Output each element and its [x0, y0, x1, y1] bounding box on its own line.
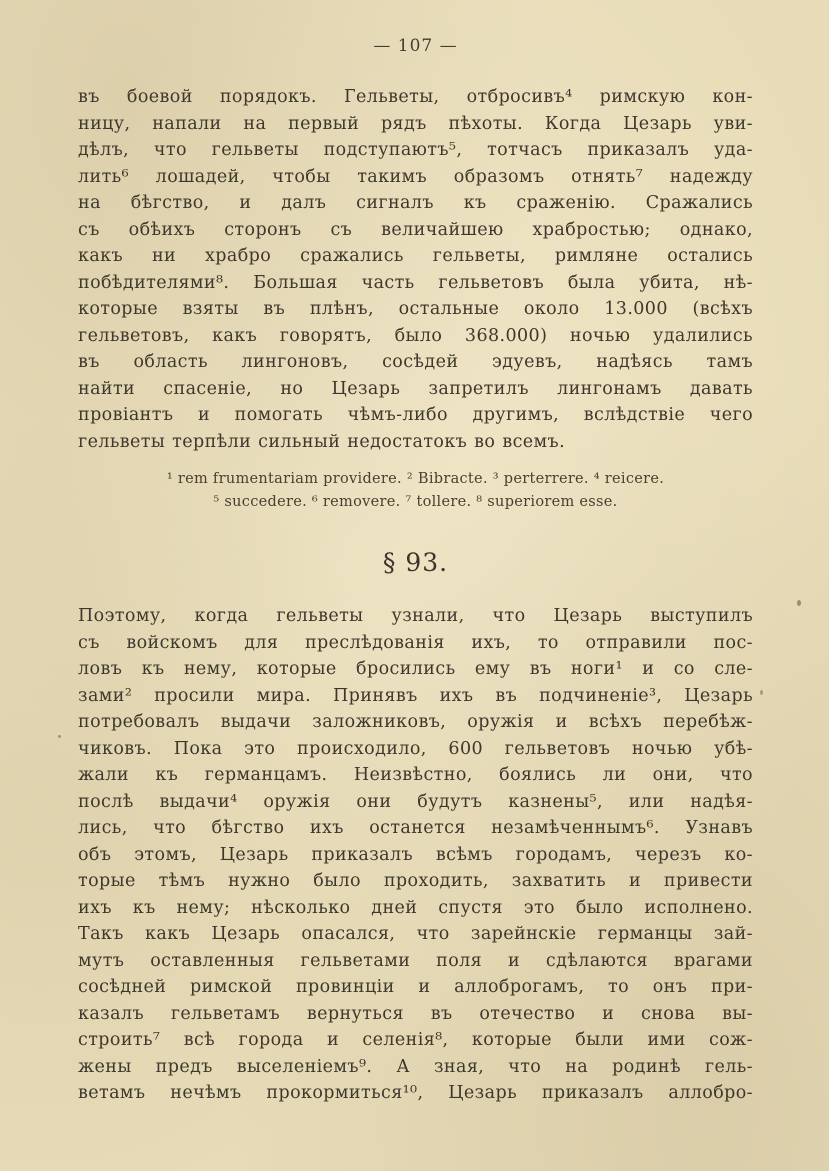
paragraph-1-line: найти спасеніе, но Цезарь запретилъ лингонамъ давать [78, 378, 753, 399]
paragraph-1-line: которые взяты въ плѣнъ, остальные около 13.000 (всѣхъ [78, 299, 753, 319]
scan-speck [760, 690, 763, 695]
paragraph-2 [78, 603, 753, 1107]
footnote-line: ⁵ succedere. ⁶ removere. ⁷ tollere. ⁸ superiorem esse. [213, 494, 618, 510]
paragraph-1-line: въ боевой порядокъ. Гельветы, отбросивъ⁴ римскую кон- [78, 87, 753, 107]
paragraph-2-line: съ войскомъ для преслѣдованія ихъ, то отправили пос- [78, 632, 753, 653]
paragraph-2-line: мутъ оставленныя гельветами поля и сдѣлаются врагами [78, 950, 753, 971]
paragraph-1-line: на бѣгство, и далъ сигналъ къ сраженію. Сражались [78, 193, 753, 213]
paragraph-2-line: потребовалъ выдачи заложниковъ, оружія и всѣхъ перебѣж- [78, 712, 753, 732]
section-heading: § 93. [382, 548, 449, 577]
paragraph-2-line: ловъ къ нему, которые бросились ему въ ноги¹ и со сле- [78, 659, 753, 679]
paragraph-1-line: гельветы терпѣли сильный недостатокъ во всемъ. [78, 431, 566, 452]
paragraph-1-line: дѣлъ, что гельветы подступаютъ⁵, тотчасъ приказалъ уда- [78, 140, 753, 160]
paragraph-2-line: послѣ выдачи⁴ оружія они будутъ казнены⁵, или надѣя- [78, 791, 753, 812]
paragraph-2-line: жены предъ выселеніемъ⁹. А зная, что на родинѣ гель- [78, 1056, 753, 1077]
paragraph-1-line: ницу, напали на первый рядъ пѣхоты. Когда Цезарь уви- [78, 113, 753, 134]
paragraph-2-line: сосѣдней римской провинціи и аллоброгамъ, то онъ при- [78, 977, 753, 997]
paragraph-1-line: въ область лингоновъ, сосѣдей эдуевъ, надѣясь тамъ [78, 352, 753, 372]
paragraph-2-line: объ этомъ, Цезарь приказалъ всѣмъ городамъ, черезъ ко- [78, 844, 753, 865]
scan-speck [58, 735, 61, 738]
paragraph-1-line: провіантъ и помогать чѣмъ-либо другимъ, вслѣдствіе чего [78, 405, 753, 425]
paragraph-1-line: лить⁶ лошадей, чтобы такимъ образомъ отнять⁷ надежду [78, 166, 753, 187]
paragraph-2-line: торые тѣмъ нужно было проходить, захватить и привести [78, 871, 753, 891]
paragraph-2-line: Такъ какъ Цезарь опасался, что зарейнскіе германцы зай- [78, 924, 753, 944]
paragraph-1-line: гельветовъ, какъ говорятъ, было 368.000) ночью удалились [78, 325, 753, 346]
scan-speck [797, 600, 801, 606]
page-number: — 107 — [373, 36, 458, 56]
paragraph-2-line: строить⁷ всѣ города и селенія⁸, которые были ими сож- [78, 1030, 753, 1050]
paragraph-2-line: чиковъ. Пока это происходило, 600 гельветовъ ночью убѣ- [78, 738, 753, 759]
paragraph-2-line: ихъ къ нему; нѣсколько дней спустя это было исполнено. [78, 897, 753, 918]
paragraph-1-line: какъ ни храбро сражались гельветы, римляне остались [78, 246, 753, 266]
footnote-line: ¹ rem frumentariam providere. ² Bibracte. ³ perterrere. ⁴ reicere. [166, 471, 665, 487]
paragraph-2-line: зами² просили мира. Принявъ ихъ въ подчиненіе³, Цезарь [78, 685, 753, 706]
paragraph-2-line: лись, что бѣгство ихъ останется незамѣченнымъ⁶. Узнавъ [78, 818, 753, 838]
paragraph-1-line: побѣдителями⁸. Большая часть гельветовъ была убита, нѣ- [78, 272, 753, 293]
paragraph-2-line: казалъ гельветамъ вернуться въ отечество и снова вы- [78, 1003, 753, 1024]
paragraph-2-line: жали къ германцамъ. Неизвѣстно, боялись ли они, что [78, 765, 753, 785]
paragraph-2-line: ветамъ нечѣмъ прокормиться¹⁰, Цезарь приказалъ аллобро- [78, 1083, 753, 1103]
paragraph-1-line: съ обѣихъ сторонъ съ величайшею храбростью; однако, [78, 219, 753, 240]
footnotes-block [78, 468, 753, 514]
paragraph-2-line: Поэтому, когда гельветы узнали, что Цезарь выступилъ [78, 606, 753, 626]
paragraph-1 [78, 84, 753, 455]
